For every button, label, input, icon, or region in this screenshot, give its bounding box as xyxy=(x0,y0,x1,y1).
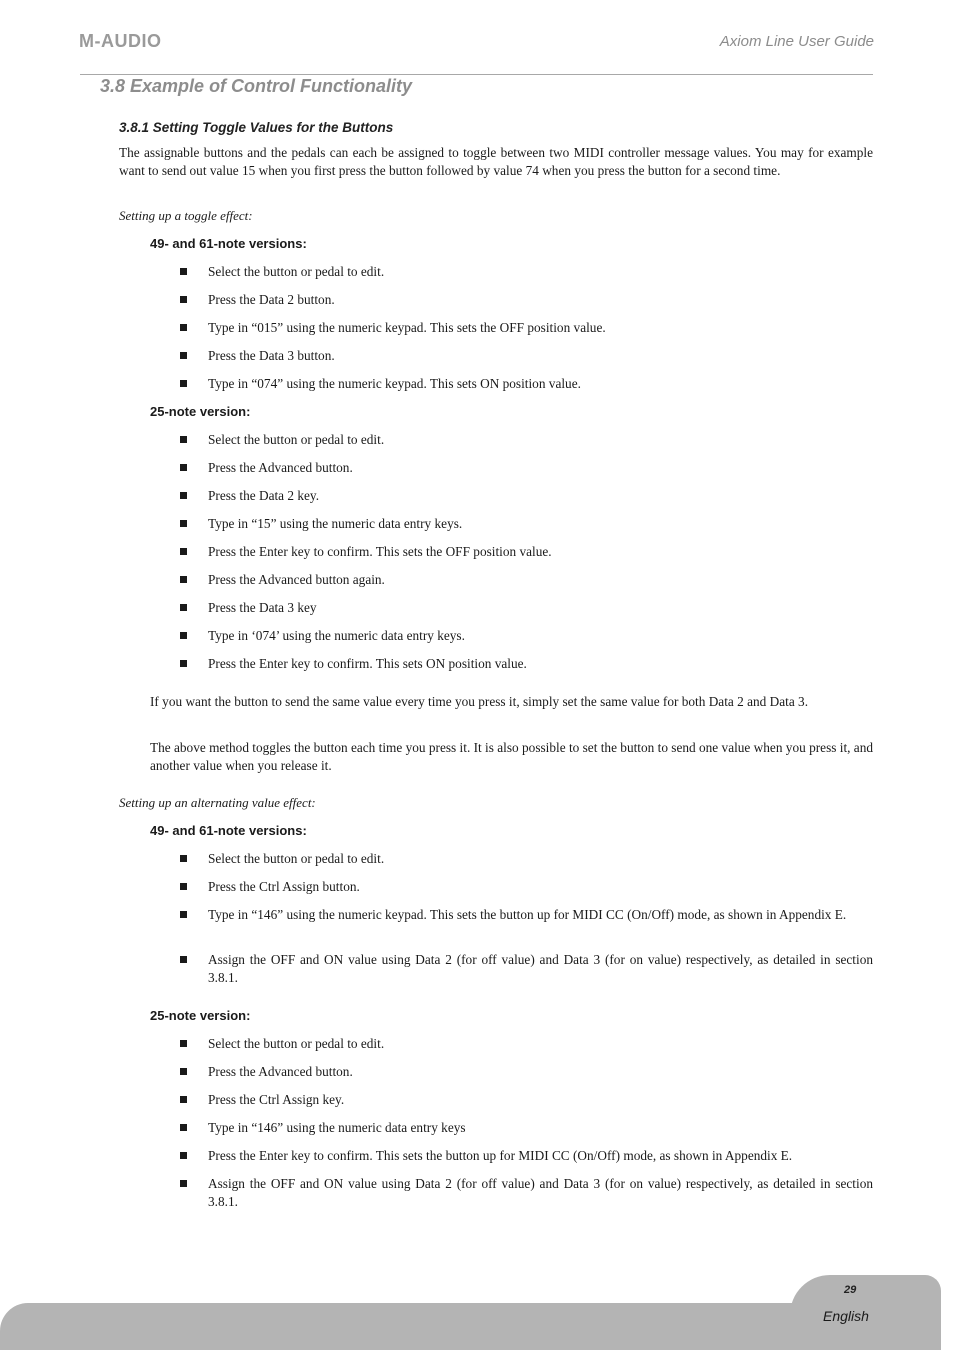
list-item: Type in “15” using the numeric data entry keys. xyxy=(180,515,873,533)
bullet-square-icon xyxy=(180,956,187,963)
list-item: Press the Data 3 key xyxy=(180,599,873,617)
list-item: Press the Advanced button. xyxy=(180,459,873,477)
list-item: Select the button or pedal to edit. xyxy=(180,1035,873,1053)
bullet-square-icon xyxy=(180,576,187,583)
bullet-square-icon xyxy=(180,548,187,555)
bullet-square-icon xyxy=(180,268,187,275)
list-item: Select the button or pedal to edit. xyxy=(180,850,873,868)
toggle-effect-label: Setting up a toggle effect: xyxy=(119,208,253,223)
alternating-49-61-label: 49- and 61-note versions: xyxy=(150,823,307,838)
list-item: Press the Advanced button again. xyxy=(180,571,873,589)
list-item: Select the button or pedal to edit. xyxy=(180,263,873,281)
subsection-title: 3.8.1 Setting Toggle Values for the Buttons xyxy=(119,120,394,135)
bullet-square-icon xyxy=(180,1040,187,1047)
list-item: Type in “146” using the numeric keypad. This sets the button up for MIDI CC (On/Off) mode, as shown in Appendix E. xyxy=(180,906,873,924)
list-item: Type in “146” using the numeric data entry keys xyxy=(180,1119,873,1137)
header-divider xyxy=(80,74,873,75)
list-item: Assign the OFF and ON value using Data 2 (for off value) and Data 3 (for on value) respectively, as detailed in section 3.8.1. xyxy=(180,951,873,986)
section-title: 3.8 Example of Control Functionality xyxy=(100,76,413,96)
list-item: Press the Data 2 button. xyxy=(180,291,873,309)
bullet-square-icon xyxy=(180,1180,187,1187)
bullet-square-icon xyxy=(180,660,187,667)
list-item: Press the Data 2 key. xyxy=(180,487,873,505)
list-item: Type in “015” using the numeric keypad. This sets the OFF position value. xyxy=(180,319,873,337)
alternating-25-label: 25-note version: xyxy=(150,1008,251,1023)
list-item: Press the Advanced button. xyxy=(180,1063,873,1081)
note-toggle-method: The above method toggles the button each time you press it. It is also possible to set the button to send one value when you press it, and another value when you release it. xyxy=(150,740,873,773)
guide-title: Axiom Line User Guide xyxy=(719,33,874,50)
footer-language: English xyxy=(823,1308,869,1324)
list-item: Select the button or pedal to edit. xyxy=(180,431,873,449)
toggle-25-label: 25-note version: xyxy=(150,404,251,419)
list-item: Press the Enter key to confirm. This sets the OFF position value. xyxy=(180,543,873,561)
bullet-square-icon xyxy=(180,352,187,359)
bullet-square-icon xyxy=(180,1096,187,1103)
bullet-square-icon xyxy=(180,604,187,611)
list-item: Type in “074” using the numeric keypad. This sets ON position value. xyxy=(180,375,873,393)
list-item: Press the Enter key to confirm. This sets the button up for MIDI CC (On/Off) mode, as shown in Appendix E. xyxy=(180,1147,873,1165)
toggle-49-61-label: 49- and 61-note versions: xyxy=(150,236,307,251)
bullet-square-icon xyxy=(180,296,187,303)
bullet-square-icon xyxy=(180,632,187,639)
list-item: Press the Ctrl Assign key. xyxy=(180,1091,873,1109)
alternating-effect-label: Setting up an alternating value effect: xyxy=(119,795,316,810)
bullet-square-icon xyxy=(180,492,187,499)
bullet-square-icon xyxy=(180,436,187,443)
intro-paragraph: The assignable buttons and the pedals can each be assigned to toggle between two MIDI controller message values. You may for example want to send out value 15 when you first press the button followed by value 74 when you press the button for a second time. xyxy=(119,145,873,178)
bullet-square-icon xyxy=(180,520,187,527)
bullet-square-icon xyxy=(180,883,187,890)
bullet-square-icon xyxy=(180,380,187,387)
bullet-square-icon xyxy=(180,1152,187,1159)
page-number: 29 xyxy=(844,1284,857,1296)
list-item: Assign the OFF and ON value using Data 2 (for off value) and Data 3 (for on value) respectively, as detailed in section 3.8.1. xyxy=(180,1175,873,1210)
bullet-square-icon xyxy=(180,911,187,918)
bullet-square-icon xyxy=(180,1124,187,1131)
list-item: Press the Data 3 button. xyxy=(180,347,873,365)
bullet-square-icon xyxy=(180,464,187,471)
list-item: Press the Enter key to confirm. This sets ON position value. xyxy=(180,655,873,673)
bullet-square-icon xyxy=(180,855,187,862)
brand-logo: M-AUDIO xyxy=(79,31,162,51)
list-item: Type in ‘074’ using the numeric data entry keys. xyxy=(180,627,873,645)
bullet-square-icon xyxy=(180,324,187,331)
list-item: Press the Ctrl Assign button. xyxy=(180,878,873,896)
bullet-square-icon xyxy=(180,1068,187,1075)
note-same-value: If you want the button to send the same value every time you press it, simply set the same value for both Data 2 and Data 3. xyxy=(150,694,809,709)
